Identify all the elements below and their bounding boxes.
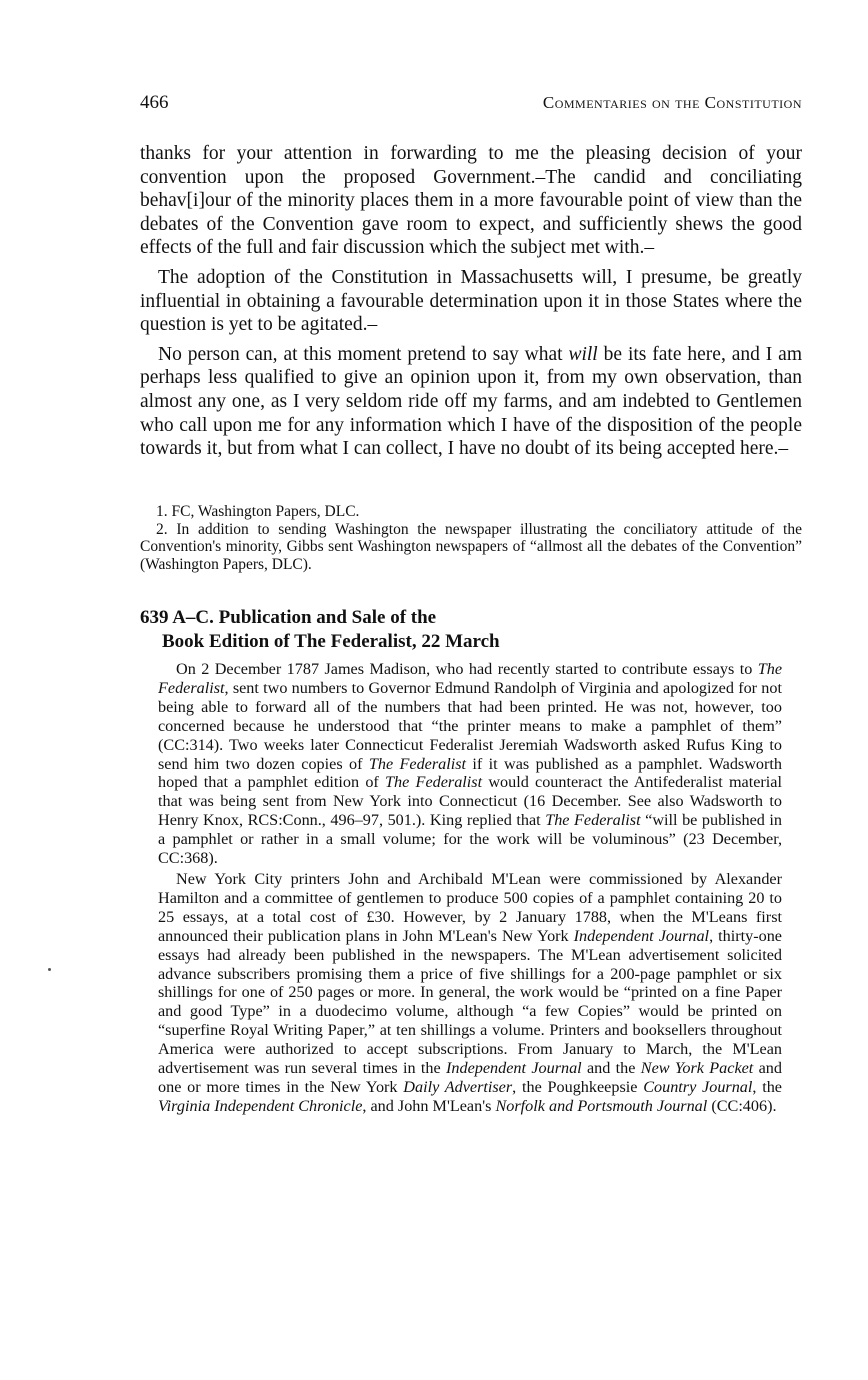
letter-p3-after: be its fate here, and I am perhaps less qualified to give an opinion upon it, from my own observation, than almost any one, as I very seldom ride off my farms, and am indebted to Gentlemen who call upon me for any information which I have of the disposition of the people towards it, but from what I can collect, I have no doubt of its being accepted here.– [140,343,802,460]
text-run: , thirty-one essays had already been published in the newspapers. The M'Lean advertisement solicited advance subscribers promising them a price of five shillings for a 200-page pamphlet or six shillings for one of 250 pages or more. In general, the work would be “printed on a fine Paper and good Type” in a duodecimo volume, although “a few Copies” would be printed on “superfine Royal Writing Paper,” at ten shillings a volume. Printers and booksellers throughout America were authorized to accept subscriptions. From January to March, the M'Lean advertisement was run several times in the [158,926,782,1078]
letter-paragraph-2: The adoption of the Constitution in Massachusetts will, I presume, be greatly influential in obtaining a favourable determination upon it in those States where the question is yet to be agitated.– [140,266,802,336]
text-run: (CC:406). [707,1096,777,1115]
letter-paragraph-3 [140,343,802,461]
letter-p3-italic: will [568,343,598,365]
text-run: and one or more times in the New York [158,1059,782,1096]
italic-title: New York Packet [640,1059,754,1078]
letter-text [140,142,802,461]
italic-title: The Federalist [368,754,467,773]
italic-title: Country Journal [643,1077,753,1096]
italic-title: The Federalist [545,811,641,830]
italic-title: The Federalist [158,660,782,697]
letter-paragraph-1: thanks for your attention in forwarding to me the pleasing decision of your convention upon the proposed Government.–The candid and conciliating behav[i]our of the minority places them in a more favourable point of view than the debates of the Convention gave room to expect, and sufficiently shews the good effects of the full and fair discussion which the subject met with.– [140,143,802,259]
text-run: , the Poughkeepsie [512,1077,644,1096]
text-run: On 2 December 1787 James Madison, who had recently started to contribute essays to [176,660,758,678]
headnote-paragraph-1 [158,660,782,868]
text-run: , the [752,1077,782,1096]
footnote-1: 1. FC, Washington Papers, DLC. [156,503,360,520]
italic-title: Daily Advertiser [403,1077,513,1096]
text-run: “will be published in a pamphlet or rather in a small volume; for the work will be voluminous” (23 December, CC:368). [158,811,783,868]
text-run: and the [581,1059,641,1078]
italic-title: Norfolk and Portsmouth Journal [495,1096,708,1115]
section-heading [140,606,802,654]
text-run: , and John M'Lean's [362,1096,496,1115]
section-heading-line-2: Book Edition of The Federalist, 22 March [162,631,500,652]
footnotes [140,503,802,573]
italic-title: The Federalist [385,773,483,792]
headnote-paragraph-2 [158,870,782,1116]
running-head: Commentaries on the Constitution [542,93,802,112]
italic-title: Independent Journal [573,926,710,945]
page-number: 466 [140,92,169,113]
headnote [158,660,782,1116]
text-run: , sent two numbers to Governor Edmund Randolph of Virginia and apologized for not being able to forward all of the numbers that had been printed. He was not, however, too concerned because he understood that “the printer means to make a pamphlet of them” (CC:314). Two weeks later Connecticut Federalist Jeremiah Wadsworth asked Rufus King to send him two dozen copies of [158,678,782,773]
text-run: if it was published as a pamphlet. Wadsworth hoped that a pamphlet edition of [158,754,782,792]
section-heading-line-1: 639 A–C. Publication and Sale of the [140,607,437,628]
text-run: New York City printers John and Archibald M'Lean were commissioned by Alexander Hamilton and a committee of gentlemen to produce 500 copies of a pamphlet containing 20 to 25 essays, at a total cost of £30. However, by 2 January 1788, when the M'Leans first announced their publication plans in John M'Lean's New York [158,869,782,945]
letter-p3-before: No person can, at this moment pretend to say what [158,343,569,365]
page-speck [48,968,51,971]
page-header [140,92,802,114]
footnote-2: 2. In addition to sending Washington the newspaper illustrating the conciliatory attitude of the Convention's minority, Gibbs sent Washington newspapers of “allmost all the debates of the Convention” (Washington Papers, DLC). [140,520,802,573]
italic-title: Independent Journal [446,1059,582,1078]
text-run: would counteract the Antifederalist material that was being sent from New York into Connecticut (16 December. See also Wadsworth to Henry Knox, RCS:Conn., 496–97, 501.). King replied that [158,773,782,830]
italic-title: Virginia Independent Chronicle [158,1096,363,1115]
